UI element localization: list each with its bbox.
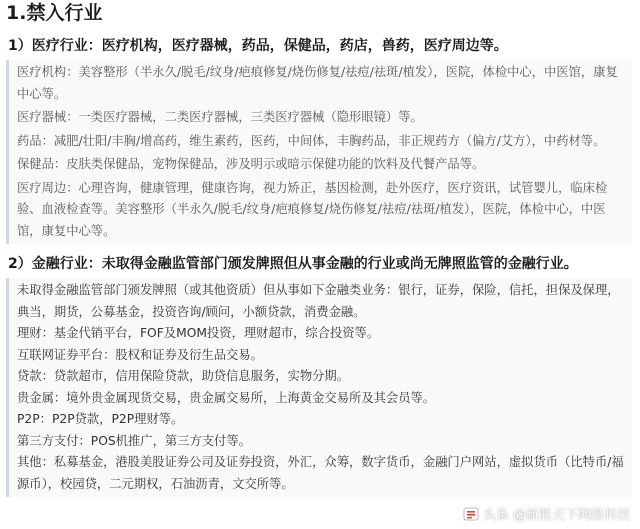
p2p-paragraph: P2P：P2P贷款，P2P理财等。: [17, 412, 184, 426]
medicine-paragraph: 药品：减肥/壮阳/丰胸/增高药，维生素药，医药，中间体，丰胸药品，非正规药方（偏方/艾方），中药材等。: [17, 133, 606, 148]
medical-peripheral-paragraph: 医疗周边：心理咨询，健康管理，健康咨询，视力矫正，基因检测，赴外医疗，医疗资讯，试管婴儿，临床检验、血液检查等。美容整形（半永久/脱毛/纹身/疤痕修复/烧伤修复/祛痘/祛斑/植发），医院，体检中心，中医馆，康复中心等。: [17, 180, 608, 238]
medical-devices-paragraph: 医疗器械：一类医疗器械，二类医疗器械，三类医疗器械（隐形眼镜）等。: [17, 110, 423, 124]
precious-metals-paragraph: 贵金属：境外贵金属现货交易，贵金属交易所，上海黄金交易所及其会员等。: [17, 390, 436, 405]
loans-paragraph: 贷款：贷款超市，信用保险贷款，助贷信息服务，实物分期。: [17, 369, 350, 383]
section-heading-medical: 1）医疗行业：医疗机构，医疗器械，药品，保健品，药店，兽药，医疗周边等。: [8, 38, 508, 54]
wealth-management-paragraph: 理财：基金代销平台，FOF及MOM投资，理财超市，综合投资等。: [17, 326, 380, 340]
finance-quote-block: [6, 278, 632, 497]
health-products-paragraph: 保健品：皮肤类保健品，宠物保健品，涉及明示或暗示保健功能的饮料及代餐产品等。: [17, 157, 485, 171]
medical-quote-block: [6, 60, 632, 244]
watermark-text: 头条 @新胜天下网络科技: [482, 508, 630, 523]
section-heading-finance: 2）金融行业：未取得金融监管部门颁发牌照但从事金融的行业或尚无牌照监管的金融行业。: [8, 256, 578, 272]
unlicensed-finance-paragraph: 未取得金融监管部门颁发牌照（或其他资质）但从事如下金融类业务：银行，证券，保险，信托，担保及保理，典当，期货，公募基金，投资咨询/顾问，小额贷款，消费金融。: [17, 283, 620, 319]
third-party-payment-paragraph: 第三方支付：POS机推广，第三方支付等。: [17, 433, 251, 448]
internet-securities-paragraph: 互联网证券平台：股权和证券及衍生品交易。: [17, 347, 263, 362]
watermark: [463, 504, 630, 523]
other-finance-paragraph: 其他：私募基金，港股美股证券公司及证券投资，外汇，众筹，数字货币，金融门户网站，虚拟货币（比特币/福源币），校园贷，二元期权，石油沥青，文交所等。: [17, 455, 624, 491]
toutiao-logo-icon: [463, 506, 479, 522]
medical-institutions-paragraph: 医疗机构：美容整形（半永久/脱毛/纹身/疤痕修复/烧伤修复/祛痘/祛斑/植发），医院，体检中心，中医馆，康复中心等。: [17, 65, 618, 101]
page-title: 1.禁入行业: [6, 2, 103, 24]
